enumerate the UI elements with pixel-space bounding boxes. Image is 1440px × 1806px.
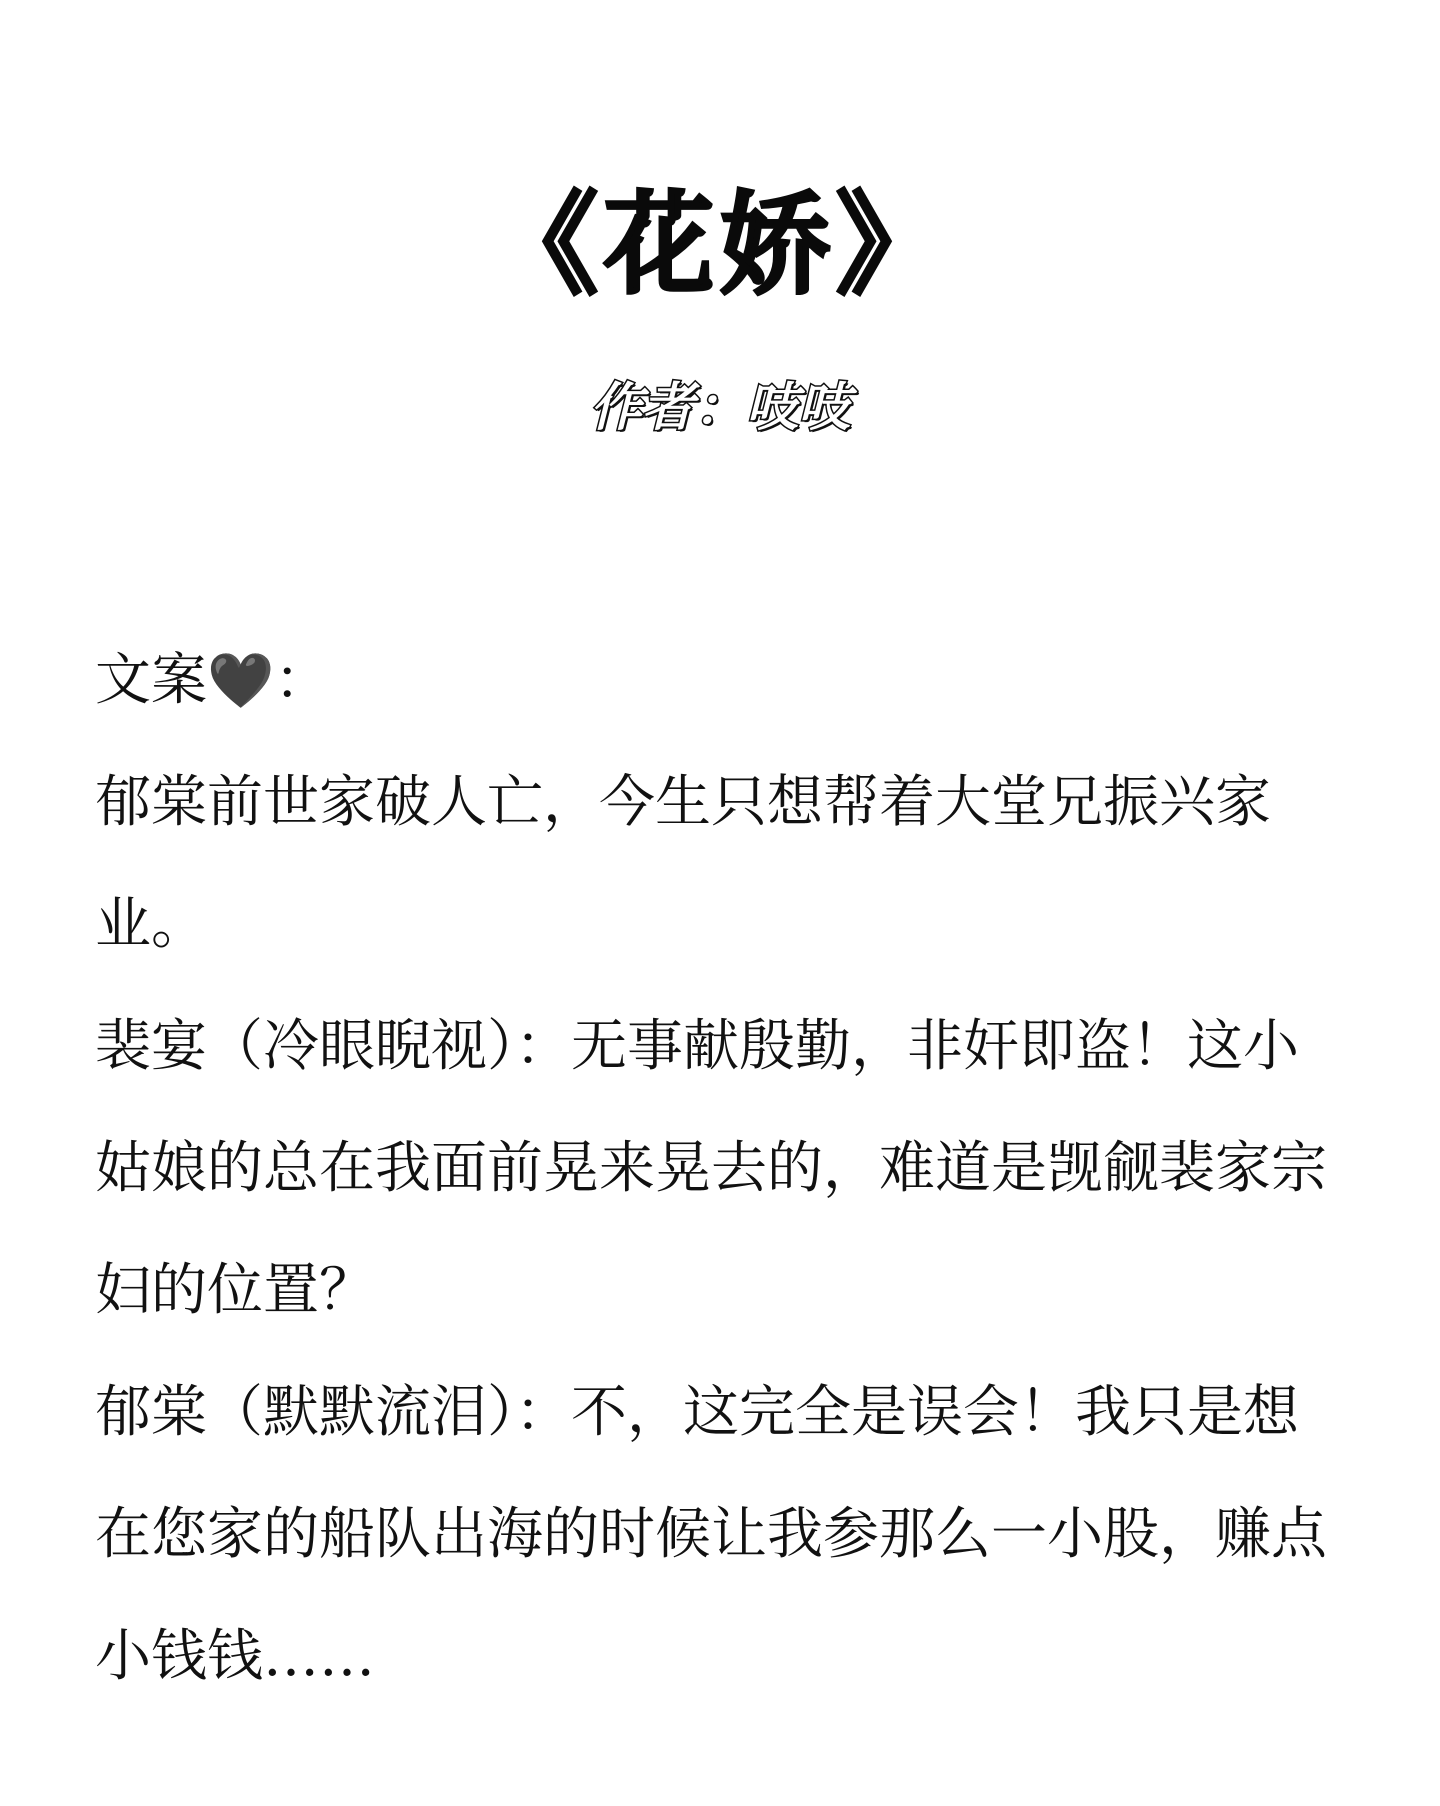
- synopsis-paragraph: 裴宴（冷眼睨视）：无事献殷勤，非奸即盗！这小姑娘的总在我面前晃来晃去的，难道是觊觎裴家宗妇的位置？: [95, 1014, 1327, 1323]
- synopsis-heading: [95, 620, 1345, 742]
- synopsis: [95, 620, 1345, 1718]
- synopsis-paragraph: 郁棠（默默流泪）：不，这完全是误会！我只是想在您家的船队出海的时候让我参那么一小股，赚点小钱钱……: [95, 1380, 1327, 1689]
- black-heart-icon: 🖤: [207, 649, 275, 712]
- book-author: 作者：吱吱: [589, 378, 850, 438]
- synopsis-heading-label: 文案: [95, 648, 207, 713]
- synopsis-paragraph: 郁棠前世家破人亡，今生只想帮着大堂兄振兴家业。: [95, 770, 1271, 957]
- synopsis-heading-colon: ：: [274, 648, 331, 713]
- book-title: 《花娇》: [488, 181, 952, 309]
